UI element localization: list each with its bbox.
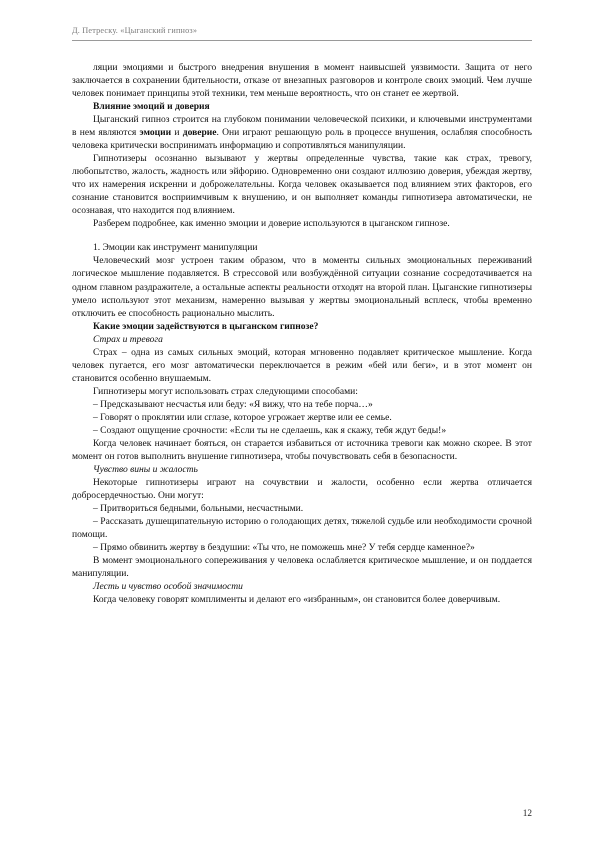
paragraph-hypnotists-evoke-feelings: Гипнотизеры осознанно вызывают у жертвы определенные чувства, такие как страх, тревогу, любопытство, жалость, жадность или эйфорию. Одновременно они создают иллюзию доверия, убеждая жертву, что их намерения искренни и доброжелательны. Когда человек оказывается под влиянием этих факторов, его сознание становится восприимчивым к внушению, и он выполняет команды гипнотизера автоматически, не осознавая, что находится под влиянием. [72, 153, 532, 217]
subheading-guilt-and-pity: Чувство вины и жалость [93, 463, 198, 475]
paragraph-gypsy-hypnosis-basis [72, 113, 532, 152]
paragraph-empathy-moment: В момент эмоционального сопереживания у человека ослабляется критическое мышление, и он поддается манипуляции. [72, 555, 532, 580]
text-run-3: . Они играют решающую роль в процессе внушения, ослабляя способность человека критически воспринимать информацию и сопротивляться манипуляции. [72, 127, 532, 152]
heading-influence-of-emotions: Влияние эмоций и доверия [93, 101, 210, 113]
subheading-flattery: Лесть и чувство особой значимости [93, 581, 243, 593]
paragraph-human-brain: Человеческий мозг устроен таким образом, что в моменты сильных эмоциональных переживаний логическое мышление подавляется. В стрессовой или возбуждённой ситуации сознание сосредотачивается на одном главном раздражителе, а остальные аспекты реальности отходят на второй план. Цыганские гипнотизеры умело используют этот механизм, намеренно вызывая у жертвы эмоциональный всплеск, чтобы временно отключить ее способность рационально мыслить. [72, 255, 532, 319]
paragraph-lets-examine: Разберем подробнее, как именно эмоции и доверие используются в цыганском гипнозе. [93, 218, 450, 230]
page-number: 12 [522, 809, 532, 819]
paragraph-guilt: Некоторые гипнотизеры играют на сочувствии и жалости, особенно если жертва отличается добросердечностью. Они могут: [72, 476, 532, 501]
list-item: – Прямо обвинить жертву в бездушии: «Ты что, не поможешь мне? У тебя сердце каменное?» [93, 542, 475, 554]
text-run-1: Цыганский гипноз строится на глубоком понимании человеческой психики, и ключевыми инструментами в нем являются [72, 114, 532, 139]
heading-which-emotions: Какие эмоции задействуются в цыганском гипнозе? [93, 320, 319, 332]
bold-term-emotions: эмоции [139, 127, 172, 139]
body-text-column [72, 61, 532, 606]
paragraph-continued: ляции эмоциями и быстрого внедрения внушения в момент наивысшей уязвимости. Защита от него заключается в сохранении бдительности, отказе от внезапных разговоров и контроле своих эмоций. Чем лучше человек понимает принципы этой техники, тем меньше вероятность, что он станет ее жертвой. [72, 62, 532, 100]
text-run-2: и [171, 127, 183, 139]
list-item: – Предсказывают несчастья или беду: «Я вижу, что на тебе порча…» [93, 398, 373, 410]
paragraph-when-afraid: Когда человек начинает бояться, он старается избавиться от источника тревоги как можно скорее. В этот момент он готов выполнить внушение гипнотизера, чтобы почувствовать себя в безопасности. [72, 437, 532, 462]
section-spacer [72, 230, 532, 241]
subheading-fear-and-anxiety: Страх и тревога [93, 333, 163, 345]
bold-term-trust: доверие [182, 127, 217, 139]
header-rule [72, 40, 532, 41]
list-item: – Притвориться бедными, больными, несчастными. [93, 503, 304, 515]
paragraph-flattery: Когда человеку говорят комплименты и делают его «избранным», он становится более доверчивым. [93, 594, 501, 606]
heading-1-emotions-as-tool: 1. Эмоции как инструмент манипуляции [93, 242, 258, 254]
paragraph-fear: Страх – одна из самых сильных эмоций, которая мгновенно подавляет критическое мышление. Когда человек пугается, его мозг автоматически переключается в режим «бей или беги», и в этот момент он становится особенно внушаемым. [72, 346, 532, 384]
running-head: Д. Петреску. «Цыганский гипноз» [72, 26, 198, 35]
list-item: – Говорят о проклятии или сглазе, которое угрожает жертве или ее семье. [93, 411, 392, 423]
list-item: – Создают ощущение срочности: «Если ты не сделаешь, как я скажу, тебя ждут беды!» [93, 424, 447, 436]
paragraph-fear-methods-intro: Гипнотизеры могут использовать страх следующими способами: [93, 385, 358, 397]
list-item: – Рассказать душещипательную историю о голодающих детях, тяжелой судьбе или необходимости срочной помощи. [72, 516, 532, 541]
